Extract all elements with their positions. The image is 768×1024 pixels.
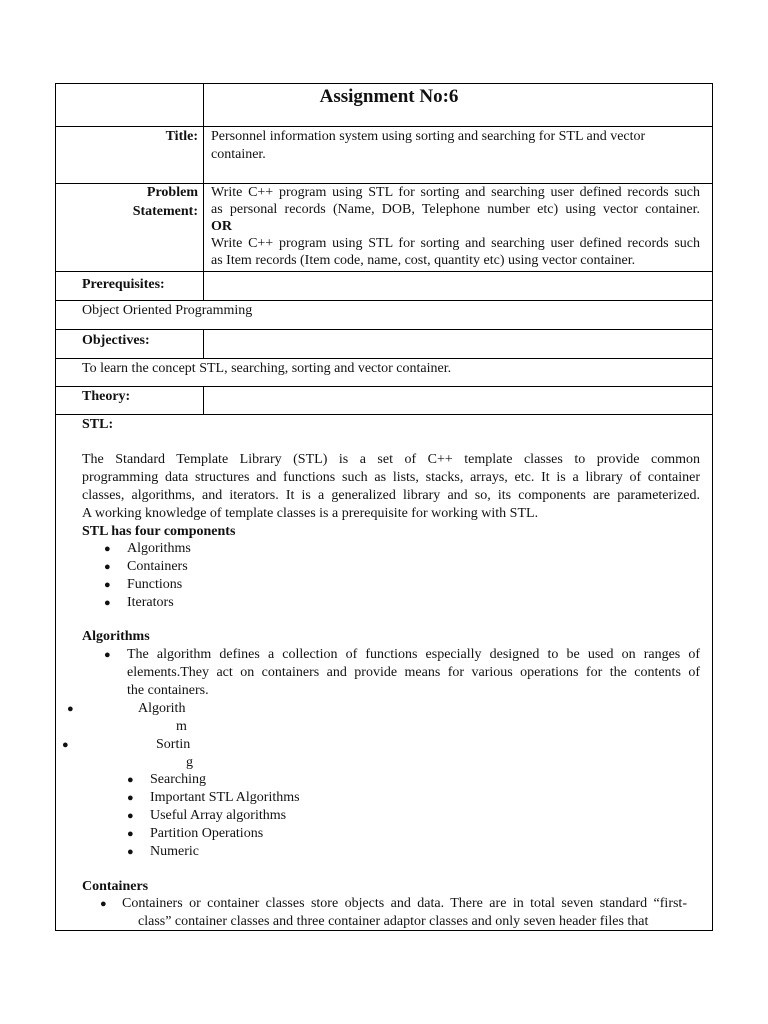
bullet-icon: ● [104, 561, 111, 573]
algorithms-heading: Algorithms [82, 629, 150, 644]
prerequisites-value: Object Oriented Programming [82, 303, 253, 318]
stl-intro-line: classes, algorithms, and iterators. It is a generalized library and so, its components are parameterized. [82, 488, 700, 503]
bullet-icon: ● [104, 649, 111, 661]
algorithms-desc-line: the containers. [127, 683, 209, 698]
row-divider [55, 386, 713, 387]
algo-item-broken: Sortin [156, 737, 191, 752]
column-divider [203, 83, 204, 301]
bullet-icon: ● [100, 898, 107, 910]
objectives-value: To learn the concept STL, searching, sorting and vector container. [82, 361, 452, 376]
component-item: Algorithms [127, 541, 191, 556]
theory-label: Theory: [82, 389, 131, 404]
algo-item: Numeric [150, 844, 199, 859]
containers-heading: Containers [82, 879, 149, 894]
title-text-line: container. [211, 147, 266, 162]
row-divider [55, 414, 713, 415]
row-divider [55, 271, 713, 272]
title-label: Title: [165, 129, 198, 144]
algo-item-broken: m [176, 719, 187, 734]
problem-or: OR [211, 219, 232, 234]
problem-label: Problem [146, 185, 198, 200]
stl-heading: STL: [82, 417, 114, 432]
bullet-icon: ● [127, 774, 134, 786]
component-item: Functions [127, 577, 183, 592]
bullet-icon: ● [127, 810, 134, 822]
stl-intro-line: The Standard Template Library (STL) is a set of C++ template classes to provide common [82, 452, 700, 467]
bullet-icon: ● [62, 739, 69, 751]
components-heading: STL has four components [82, 524, 236, 539]
algo-item: Useful Array algorithms [150, 808, 287, 823]
algo-item: Important STL Algorithms [150, 790, 300, 805]
bullet-icon: ● [104, 597, 111, 609]
bullet-icon: ● [104, 579, 111, 591]
algo-item-broken: g [186, 755, 193, 770]
bullet-icon: ● [104, 543, 111, 555]
component-item: Iterators [127, 595, 174, 610]
algorithms-desc-line: elements.They act on containers and provide means for various operations for the contents of [127, 665, 700, 680]
objectives-label: Objectives: [82, 333, 150, 348]
algorithms-desc-line: The algorithm defines a collection of functions especially designed to be used on ranges of [127, 647, 700, 662]
algo-item: Partition Operations [150, 826, 264, 841]
component-item: Containers [127, 559, 188, 574]
problem-text-line: as personal records (Name, DOB, Telephone number etc) using vector container. [211, 202, 700, 217]
bullet-icon: ● [67, 703, 74, 715]
prerequisites-label: Prerequisites: [82, 277, 165, 292]
containers-desc-line: class” container classes and three container adaptor classes and only seven header files that [138, 914, 649, 929]
algo-item-broken: Algorith [138, 701, 186, 716]
row-divider [55, 358, 713, 359]
row-divider [55, 300, 713, 301]
title-text-line: Personnel information system using sorting and searching for STL and vector [211, 129, 646, 144]
column-divider [203, 329, 204, 359]
stl-intro-line: programming data structures and functions such as lists, stacks, arrays, etc. It is a library of container [82, 470, 700, 485]
row-divider [55, 126, 713, 127]
bullet-icon: ● [127, 846, 134, 858]
problem-label: Statement: [132, 204, 198, 219]
algo-item: Searching [150, 772, 206, 787]
stl-intro-line: A working knowledge of template classes is a prerequisite for working with STL. [82, 506, 539, 521]
problem-text-line: as Item records (Item code, name, cost, quantity etc) using vector container. [211, 253, 636, 268]
containers-desc-line: Containers or container classes store objects and data. There are in total seven standard “first- [122, 896, 687, 911]
bullet-icon: ● [127, 792, 134, 804]
column-divider [203, 386, 204, 415]
assignment-heading: Assignment No:6 [319, 86, 459, 107]
problem-text-line: Write C++ program using STL for sorting and searching user defined records such [211, 185, 700, 200]
bullet-icon: ● [127, 828, 134, 840]
problem-text-line: Write C++ program using STL for sorting and searching user defined records such [211, 236, 700, 251]
row-divider [55, 329, 713, 330]
